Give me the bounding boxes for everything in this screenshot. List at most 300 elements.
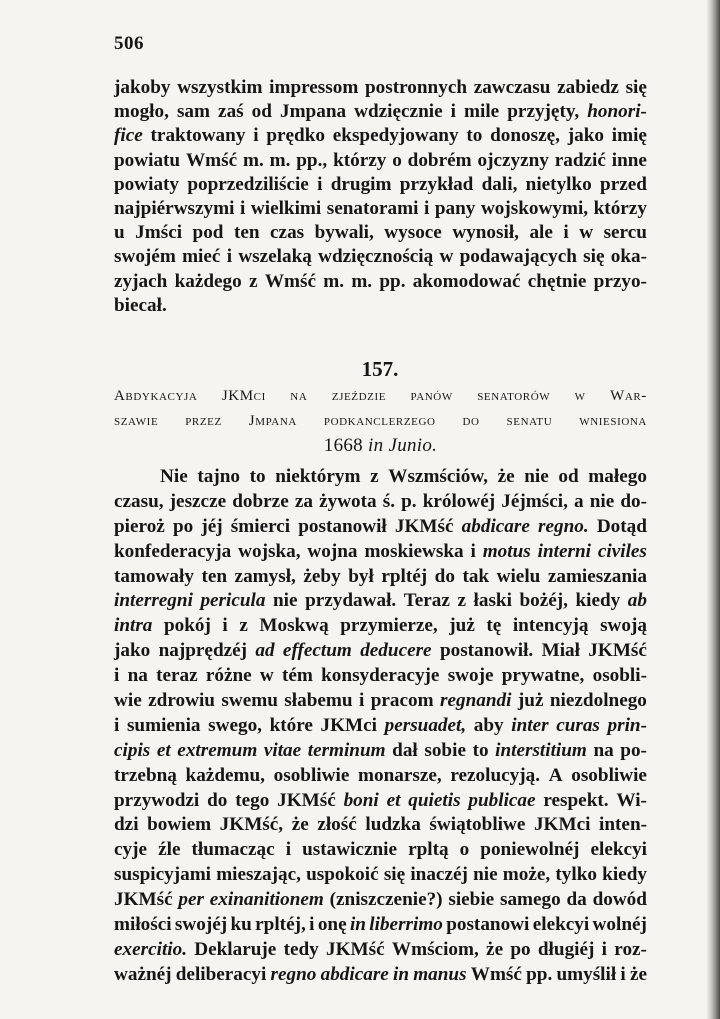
paragraph-2 [114, 465, 647, 988]
word: i [620, 963, 626, 985]
word: mile [464, 101, 500, 123]
word: Jmpana [279, 101, 347, 123]
word: niezdolnego [549, 690, 647, 712]
paragraph-1 [114, 76, 647, 318]
word: chętnie [527, 270, 587, 292]
text-line [114, 124, 647, 148]
word: najpiérwszymi [114, 197, 235, 219]
word: wielkimi [250, 197, 322, 219]
word: słabemu [284, 690, 353, 712]
word: (zniszczenie?) [329, 889, 443, 911]
word: czasu, [114, 490, 164, 512]
word: w [579, 222, 594, 244]
heading-date-year: 1668 [323, 435, 363, 456]
word: ku [230, 914, 252, 936]
word: że [497, 466, 515, 487]
word: imię [611, 125, 647, 147]
word: tamowały [114, 565, 194, 587]
word: drugim [330, 173, 392, 195]
word: i [114, 665, 120, 687]
word: mieć [182, 246, 221, 268]
word: małego [588, 466, 647, 487]
word: oka- [610, 246, 647, 268]
text-line [114, 173, 647, 197]
word: które [269, 714, 313, 736]
word: na [127, 665, 148, 687]
word: uspokoić [306, 864, 379, 886]
word: Wi- [616, 789, 647, 811]
word: civiles [597, 540, 647, 562]
word: powiatu [114, 149, 181, 171]
word: jéj [201, 515, 223, 537]
word: każdemu, [185, 764, 265, 786]
word: regno [270, 963, 317, 985]
word: ojczyzny [477, 149, 549, 171]
word: cipis [114, 739, 151, 761]
word: o [392, 149, 402, 171]
word: przykład [399, 173, 474, 195]
word: kiedy [575, 590, 621, 612]
word: jako [567, 125, 604, 147]
heading-line [114, 384, 647, 409]
word: panów [410, 388, 453, 404]
word: konfederacyja [114, 540, 232, 562]
word: to [466, 125, 483, 147]
word: żeby [303, 565, 341, 587]
word: się [383, 864, 406, 886]
word: zaś [218, 101, 244, 123]
word: że [291, 814, 309, 836]
word: złość [317, 814, 357, 836]
word: deducere [360, 640, 432, 662]
word: quietis [408, 789, 461, 811]
word: i [253, 125, 259, 147]
word: już [517, 690, 544, 712]
word: motus [482, 540, 531, 562]
word: od [251, 101, 272, 123]
word: regno. [538, 515, 589, 537]
word: wie [114, 690, 142, 712]
word: Dotąd [596, 515, 647, 537]
word: suspicyjami [114, 864, 212, 886]
word: p. [401, 490, 417, 512]
text-line [114, 76, 647, 100]
word: curas [556, 714, 600, 736]
word: nie [524, 466, 549, 487]
word: osobli- [592, 665, 647, 687]
word: wdzięcznie [354, 101, 443, 123]
word: pany [434, 197, 476, 219]
word: inten- [599, 814, 647, 836]
heading-line [114, 409, 647, 434]
word: i [358, 690, 365, 712]
word: A [548, 764, 563, 786]
word: postanowił. [439, 640, 534, 662]
text-line [114, 540, 647, 565]
word: wdzięcznością [318, 246, 434, 268]
word: sumienia [126, 714, 201, 736]
word: o [459, 839, 470, 861]
word: na [593, 739, 614, 761]
word: inter [511, 714, 549, 736]
word: umyślił [556, 963, 617, 985]
word: Abdykacyja [114, 388, 198, 404]
word: podkanclerzego [323, 412, 436, 429]
word: był [348, 565, 374, 587]
word: poprzedziliście [187, 173, 309, 195]
word: elekcyi [532, 914, 590, 936]
word: regnandi [440, 690, 512, 712]
word: u [114, 222, 125, 244]
text-line [114, 714, 647, 739]
word: manus [413, 963, 467, 985]
word: nie [273, 590, 298, 612]
word: biecał. [114, 294, 167, 316]
text-line [114, 589, 647, 614]
word: dzi [114, 814, 139, 836]
word: zdrowiu [148, 690, 215, 712]
word: pp., [296, 149, 328, 171]
word: i [285, 839, 292, 861]
word: swojém [114, 246, 176, 268]
word: poniewolnéj [480, 839, 580, 861]
word: pp. [379, 270, 406, 292]
word: tajno [197, 466, 240, 487]
word: jeszcze [169, 490, 227, 512]
word: inne [611, 149, 647, 171]
word: swoją [600, 615, 647, 637]
word: przez [185, 412, 222, 429]
word: i [239, 197, 246, 219]
word: i [222, 615, 228, 637]
word: ad [255, 640, 275, 662]
word: Wmść [185, 149, 238, 171]
word: najprędzéj [158, 640, 248, 662]
word: JKMść, [219, 814, 284, 836]
word: w [259, 665, 274, 687]
word: się [625, 77, 647, 98]
word: tedy [283, 938, 319, 960]
word: tylko [555, 864, 597, 886]
word: rpltéj [381, 565, 428, 587]
word: rezolucyją. [450, 764, 541, 786]
word: traktowany [150, 125, 246, 147]
word: sobie [424, 739, 466, 761]
word: rpltéj, [255, 914, 306, 936]
word: długiéj [537, 938, 595, 960]
word: cyje [114, 839, 148, 861]
text-line [114, 913, 647, 938]
word: że [629, 963, 647, 985]
word: interregni [114, 590, 193, 612]
word: z [457, 590, 466, 612]
word: Wmściom, [391, 938, 479, 960]
word: m. [242, 149, 264, 171]
word: ten [233, 222, 260, 244]
word: Wszmściów, [388, 466, 488, 487]
word: postanowił [298, 515, 387, 537]
word: ludzka [365, 814, 421, 836]
text-line [114, 863, 647, 888]
word: i [317, 173, 323, 195]
word: JKMci [320, 714, 378, 736]
word: donoszę, [490, 125, 560, 147]
word: wynosił, [452, 222, 519, 244]
word: siebie [448, 889, 495, 911]
word: to [472, 739, 489, 761]
word: m. [351, 270, 373, 292]
document-number: 157. [361, 357, 399, 381]
word: ab [627, 590, 647, 612]
word: JKMść [277, 789, 336, 811]
word: niektórym [275, 466, 361, 487]
text-line [114, 197, 647, 221]
word: effectum [282, 640, 352, 662]
word: abdicare [461, 515, 530, 537]
word: i [563, 222, 569, 244]
word: wszelaką [238, 246, 312, 268]
word: prywatne, [501, 665, 585, 687]
word: tém [282, 665, 313, 687]
word: ś. [382, 490, 395, 512]
word: po [172, 515, 194, 537]
word: którzy [593, 197, 647, 219]
word: ważnéj [114, 963, 172, 985]
word: terminum [307, 739, 386, 761]
text-line [114, 515, 647, 540]
word: interni [537, 540, 591, 562]
word: pod [192, 222, 224, 244]
word: wniesiona [579, 412, 647, 429]
word: wszystkim [177, 77, 263, 98]
text-line [114, 221, 647, 245]
word: radzić [554, 149, 606, 171]
word: exercitio. [114, 938, 187, 960]
word: Wmść [470, 963, 522, 985]
word: senatorów [477, 388, 551, 404]
word: in [393, 963, 410, 985]
word: z [239, 615, 248, 637]
word: jakoby [114, 77, 171, 98]
word: w [574, 388, 586, 404]
word: boni [343, 789, 379, 811]
word: impressom [269, 77, 359, 98]
word: dał [392, 739, 418, 761]
word: persuadet, [384, 714, 467, 736]
word: liberrimo [369, 914, 443, 936]
word: moskiewska [364, 540, 464, 562]
word: do- [620, 490, 647, 512]
word: teraz [156, 665, 198, 687]
text-line [114, 614, 647, 639]
word: tłumacząc [191, 839, 275, 861]
word: wolnéj [592, 914, 647, 936]
word: pracom [370, 690, 434, 712]
text-line [114, 245, 647, 269]
word: intra [114, 615, 153, 637]
word: Jmpana [248, 412, 297, 429]
document-heading [114, 384, 647, 459]
word: i [470, 540, 476, 562]
word: roz- [614, 938, 647, 960]
word: a [573, 490, 584, 512]
word: pokój [163, 615, 211, 637]
word: zamysł, [234, 565, 296, 587]
text-line [114, 294, 647, 318]
word: to [249, 466, 266, 487]
text-line [114, 789, 647, 814]
word: sercu [603, 222, 647, 244]
word: którzy [333, 149, 387, 171]
word: zjeździe [331, 388, 387, 404]
word: pericula [200, 590, 266, 612]
word: elekcyi [590, 839, 647, 861]
text-line [114, 465, 647, 490]
word: przydawał. [305, 590, 397, 612]
word: nietylko [525, 173, 592, 195]
word: publicae [468, 789, 536, 811]
word: wojskowymi, [480, 197, 589, 219]
word: JKMść [326, 938, 385, 960]
page-number: 506 [114, 33, 144, 54]
word: z [370, 466, 379, 487]
word: onę [317, 914, 347, 936]
word: JKMść [588, 640, 647, 662]
word: za [294, 490, 313, 512]
word: jako [114, 640, 151, 662]
word: JKMci [533, 814, 591, 836]
word: dobrze [232, 490, 289, 512]
word: miłości [114, 914, 172, 936]
word: świątobliwe [429, 814, 526, 836]
word: mieszając, [216, 864, 301, 886]
text-line [114, 639, 647, 664]
text-line [114, 813, 647, 838]
word: osobliwie [273, 764, 350, 786]
word: dobrém [407, 149, 472, 171]
word: m. [269, 149, 291, 171]
word: śmierci [230, 515, 291, 537]
word: ustawicznie [302, 839, 397, 861]
word: do [434, 565, 455, 587]
word: nie [589, 490, 615, 512]
word: inaczéj [410, 864, 468, 886]
word: Wmść [264, 270, 316, 292]
word: Deklaruje [194, 938, 277, 960]
word: bywali, [314, 222, 374, 244]
word: mogło, [114, 101, 169, 123]
word: zabiedz [557, 77, 619, 98]
word: i [450, 101, 456, 123]
word: honori- [587, 101, 647, 123]
word: szawie [114, 412, 159, 429]
word: trzebną [114, 764, 177, 786]
text-line [114, 739, 647, 764]
word: deliberacyi [175, 963, 267, 985]
word: wysoce [384, 222, 442, 244]
word: przyjęty, [507, 101, 580, 123]
text-line [114, 100, 647, 124]
word: JKMci [221, 388, 266, 404]
word: sam [176, 101, 210, 123]
heading-date-month: in Junio. [368, 435, 438, 456]
word: powiaty [114, 173, 180, 195]
word: vitae [263, 739, 302, 761]
word: na [290, 388, 308, 404]
word: przymierze, [340, 615, 438, 637]
word: pieroż [114, 515, 165, 537]
word: królowéj [422, 490, 496, 512]
word: exinanitionem [209, 889, 324, 911]
text-line [114, 689, 647, 714]
word: abdicare [320, 963, 389, 985]
word: War- [610, 388, 647, 404]
word: akomodować [412, 270, 521, 292]
word: po [510, 938, 531, 960]
word: swego, [208, 714, 262, 736]
word: et [386, 789, 401, 811]
text-line [114, 270, 647, 294]
word: swojéj [174, 914, 228, 936]
text-line [114, 764, 647, 789]
word: rpltą [408, 839, 449, 861]
word: Jmści [135, 222, 183, 244]
word: może, [502, 864, 551, 886]
word: przywodzi [114, 789, 200, 811]
word: postronnych [365, 77, 468, 98]
word: kiedy [602, 864, 647, 886]
word: Moskwą [259, 615, 329, 637]
word: pp. [526, 963, 553, 985]
word: Nie [160, 466, 188, 487]
word: bożéj, [519, 590, 568, 612]
word: ale [529, 222, 553, 244]
word: interstitium [495, 739, 587, 761]
word: aby [473, 714, 504, 736]
word: po- [620, 739, 647, 761]
word: tak [462, 565, 490, 587]
word: dali, [481, 173, 518, 195]
word: senatorami [326, 197, 419, 219]
word: per [178, 889, 204, 911]
word: JKMść [114, 889, 173, 911]
word: in [349, 914, 366, 936]
text-line [114, 888, 647, 913]
word: i [226, 246, 233, 268]
word: samego [499, 889, 561, 911]
word: zamieszania [547, 565, 647, 587]
word: m. [323, 270, 345, 292]
word: od [558, 466, 579, 487]
word: zawczasu [473, 77, 551, 98]
word: do [462, 412, 480, 429]
word: podawających [459, 246, 577, 268]
word: osobliwie [571, 764, 647, 786]
word: JKMść [394, 515, 454, 537]
word: przyo- [593, 270, 647, 292]
word: senatu [506, 412, 553, 429]
word: swoje [447, 665, 494, 687]
text-line [114, 664, 647, 689]
word: każdego [174, 270, 242, 292]
word: prin- [607, 714, 647, 736]
word: prędko [266, 125, 325, 147]
word: fice [114, 125, 143, 147]
word: da [566, 889, 587, 911]
word: Miał [541, 640, 580, 662]
word: przed [600, 173, 647, 195]
word: intencyją [512, 615, 589, 637]
